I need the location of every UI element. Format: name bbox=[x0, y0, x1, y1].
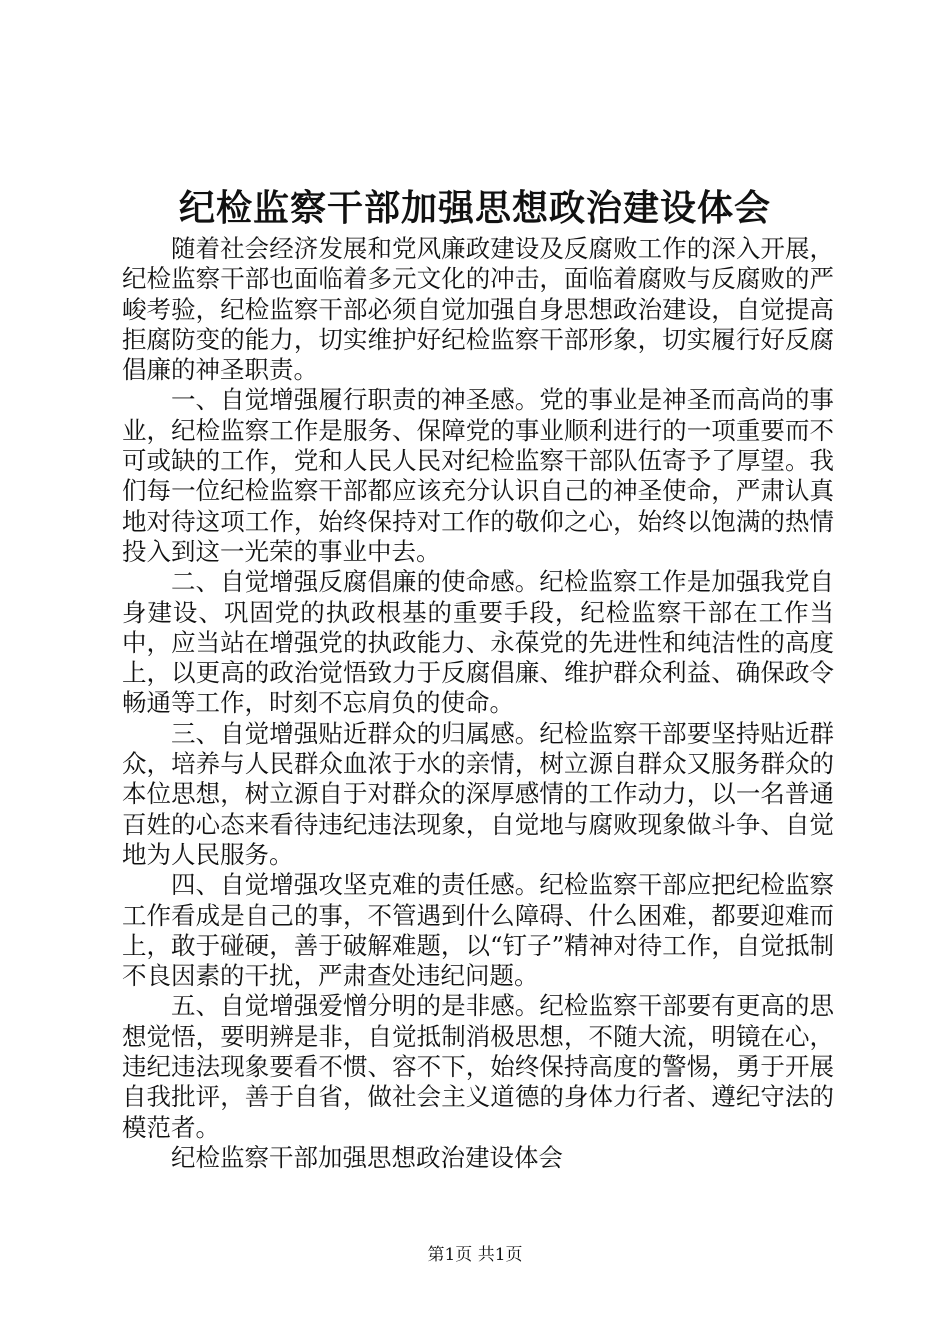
paragraph-intro: 随着社会经济发展和党风廉政建设及反腐败工作的深入开展，纪检监察干部也面临着多元文化的冲击，面临着腐败与反腐败的严峻考验，纪检监察干部必须自觉加强自身思想政治建设，自觉提高拒腐防变的能力，切实维护好纪检监察干部形象，切实履行好反腐倡廉的神圣职责。 bbox=[122, 234, 834, 385]
document-title: 纪检监察干部加强思想政治建设体会 bbox=[178, 187, 771, 229]
paragraph-point-3: 三、自觉增强贴近群众的归属感。纪检监察干部要坚持贴近群众，培养与人民群众血浓于水的亲情，树立源自群众又服务群众的本位思想，树立源自于对群众的深厚感情的工作动力，以一名普通百姓的心态来看待违纪违法现象，自觉地与腐败现象做斗争、自觉地为人民服务。 bbox=[122, 718, 834, 869]
closing-line: 纪检监察干部加强思想政治建设体会 bbox=[171, 1142, 563, 1172]
paragraph-point-2: 二、自觉增强反腐倡廉的使命感。纪检监察工作是加强我党自身建设、巩固党的执政根基的重要手段，纪检监察干部在工作当中，应当站在增强党的执政能力、永葆党的先进性和纯洁性的高度上，以更高的政治觉悟致力于反腐倡廉、维护群众利益、确保政令畅通等工作，时刻不忘肩负的使命。 bbox=[122, 567, 834, 718]
paragraph-point-4: 四、自觉增强攻坚克难的责任感。纪检监察干部应把纪检监察工作看成是自己的事，不管遇到什么障碍、什么困难，都要迎难而上，敢于碰硬，善于破解难题，以“钉子”精神对待工作，自觉抵制不良因素的干扰，严肃查处违纪问题。 bbox=[122, 870, 834, 991]
page-footer: 第1页 共1页 bbox=[427, 1245, 523, 1265]
document-body bbox=[122, 234, 834, 1173]
paragraph-point-1: 一、自觉增强履行职责的神圣感。党的事业是神圣而高尚的事业，纪检监察工作是服务、保障党的事业顺利进行的一项重要而不可或缺的工作，党和人民人民对纪检监察干部队伍寄予了厚望。我们每一位纪检监察干部都应该充分认识自己的神圣使命，严肃认真地对待这项工作，始终保持对工作的敬仰之心，始终以饱满的热情投入到这一光荣的事业中去。 bbox=[122, 385, 834, 566]
paragraph-point-5: 五、自觉增强爱憎分明的是非感。纪检监察干部要有更高的思想觉悟，要明辨是非，自觉抵制消极思想，不随大流，明镜在心，违纪违法现象要看不惯、容不下，始终保持高度的警惕，勇于开展自我批评，善于自省，做社会主义道德的身体力行者、遵纪守法的模范者。 bbox=[122, 991, 834, 1142]
